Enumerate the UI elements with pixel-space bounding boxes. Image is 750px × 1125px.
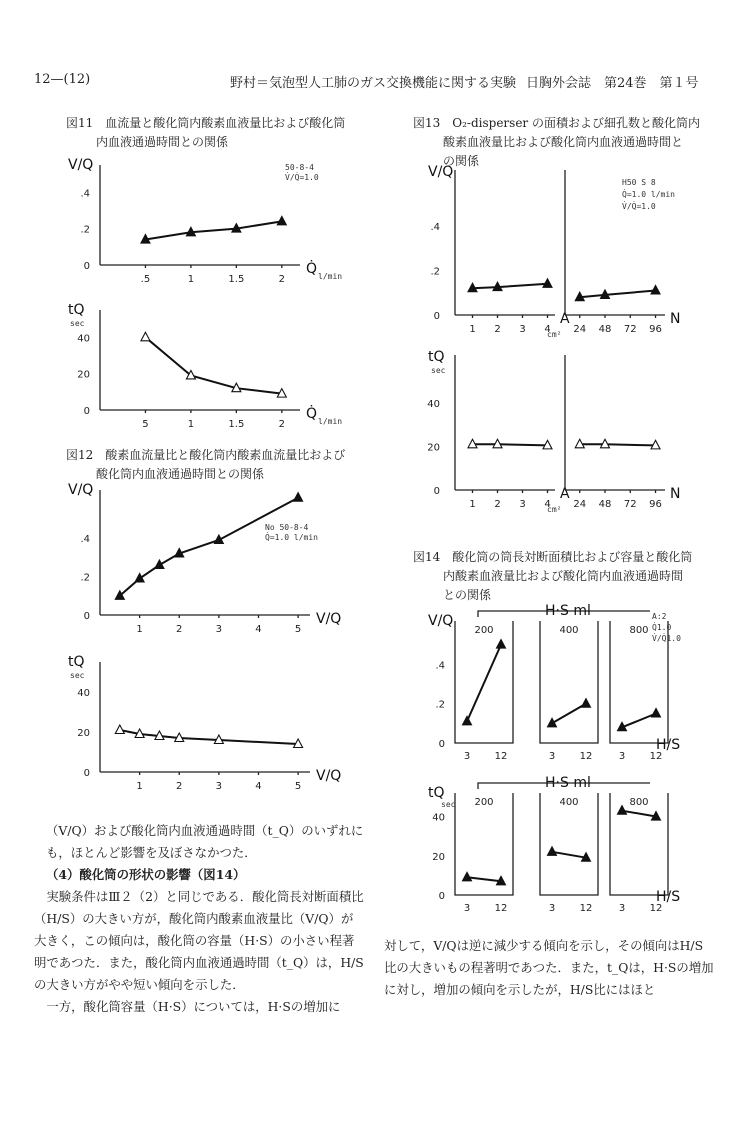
x-tick-label: 3 [548,751,556,762]
x-axis-label: H/S [656,737,681,753]
x-tick-label: 5 [142,419,149,430]
y-tick-label: .4 [430,221,440,233]
x-tick-label: 96 [649,499,662,510]
x-axis-label: H/S [656,889,681,905]
x-tick-label: 1 [187,274,195,285]
y-tick-label: 0 [83,406,90,417]
x-tick-label: 1 [187,419,195,430]
y-tick-label: .4 [80,534,90,546]
y-tick-label: 0 [433,311,440,322]
panel-label: 200 [474,797,494,808]
x-unit-label: cm² [547,330,562,339]
data-point [463,872,472,881]
y-tick-label: 20 [432,851,445,863]
data-point [115,725,124,734]
x-axis-label: Q̇ [306,406,318,422]
y-axis-label: V/Q [428,613,454,629]
panel-label: 200 [474,625,494,636]
x-tick-label: .5 [140,274,151,285]
x-tick-label: 2 [278,274,286,285]
series-line [552,852,586,858]
series-line [622,714,656,728]
x-tick-label: 3 [618,751,626,762]
chart-note: No 50-8-4 [265,523,309,532]
y-tick-label: 0 [83,261,90,272]
x-tick-label: 5 [294,781,302,792]
y-tick-label: .2 [435,699,445,711]
series-line [120,498,298,596]
series-line [580,444,656,445]
y-tick-label: 0 [433,486,440,497]
y-axis-label: V/Q [68,157,94,173]
series-line [473,284,548,288]
x-tick-label: 24 [573,324,587,335]
chart-note: 50-8-4 [285,163,314,172]
x-tick-label: 1.5 [228,419,245,430]
series-line [580,291,656,298]
panel-frame [540,793,598,895]
series-line [467,877,501,881]
paragraph: （V/Q）および酸化筒内血液通過時間（t_Q）のいずれにも，ほとんど影響を及ぼさなかつた． [46,823,364,860]
caption-line: の関係 [443,154,480,168]
x-axis-label: Q̇ [306,261,318,277]
x-tick-label: 12 [579,903,593,914]
data-point [463,716,472,725]
y-tick-label: 0 [438,891,445,902]
chart-note: A:2 [652,612,667,621]
data-point [141,332,150,341]
y-axis-label: tQ [428,349,445,365]
x-tick-label: 2 [494,324,501,335]
chart-note: V̇/Q̇1.0 [652,634,681,643]
x-tick-label: 3 [215,624,223,635]
data-point [618,806,627,815]
y-tick-label: 20 [77,369,90,381]
y-tick-label: 40 [432,812,445,824]
panel-frame [610,793,668,895]
caption-line: 図12 酸素血流量比と酸化筒内酸素血流量比および [66,448,346,462]
x-tick-label: 3 [519,324,526,335]
x-tick-label: 96 [649,324,662,335]
x-tick-label: 1 [469,499,476,510]
x-tick-label: 1 [136,624,143,635]
data-point [652,708,661,717]
caption-line: 図13 O₂-disperser の面積および細孔数と酸化筒内 [413,116,700,130]
group-label: H·S ml [545,775,591,791]
y-tick-label: .2 [80,572,90,584]
x-unit-label: l/min [318,417,343,426]
series-line [622,811,656,817]
paragraph: 一方，酸化筒容量（H·S）については，H·Sの増加に [46,999,341,1014]
series-line [473,444,548,445]
data-point [277,216,286,225]
chart-note: H50 S 8 [622,178,656,187]
chart-note: Q̇1.0 [652,623,672,632]
series-line [467,645,501,722]
y-tick-label: 40 [77,688,90,699]
x-tick-label: 3 [618,903,626,914]
y-unit-label: sec [441,800,456,809]
x-axis-label: N [670,486,681,502]
y-unit-label: sec [70,319,85,328]
paragraph: 実験条件はⅢ２（2）と同じである．酸化筒長対断面積比（H/S）の大きい方が，酸化筒内酸素血液量比（V/Q）が大きく，この傾向は，酸化筒の容量（H·S）の小さい程著明であつた．また，酸化筒内血液通過時間（t_Q）は，H/Sの大きい方がやや短い傾向を示した． [34,889,364,992]
x-unit-label: l/min [318,272,343,281]
x-tick-label: 12 [649,903,663,914]
x-tick-label: 12 [579,751,593,762]
series-line [146,221,282,239]
y-tick-label: 0 [83,611,90,622]
y-axis-label: tQ [428,785,445,801]
group-label: H·S ml [545,603,591,619]
y-axis-label: V/Q [68,482,94,498]
panel-label: 400 [559,625,579,636]
x-tick-label: 12 [494,751,508,762]
x-tick-label: 12 [494,903,508,914]
panel-label: 400 [559,797,579,808]
chart-note: V̇/Q̇=1.0 [622,202,656,211]
chart-note: Q̇=1.0 l/min [622,190,675,199]
series-line [146,337,282,393]
x-tick-label: 12 [649,751,663,762]
panel-label: 800 [629,625,649,636]
chart-note: V̇/Q̇=1.0 [285,173,319,182]
x-axis-label: V/Q [316,611,342,627]
x-tick-label: 2 [176,624,183,635]
data-point [294,493,303,502]
x-tick-label: 3 [463,903,471,914]
x-tick-label: 2 [176,781,183,792]
data-point [548,847,557,856]
y-tick-label: 0 [83,768,90,779]
data-point [135,573,144,582]
y-axis-label: tQ [68,302,85,318]
y-tick-label: 40 [77,333,90,345]
x-tick-label: 4 [544,499,551,510]
x-tick-label: 3 [519,499,526,510]
data-point [497,640,506,649]
caption-line: 図11 血流量と酸化筒内酸素血液量比および酸化筒 [66,116,346,130]
y-axis-label: V/Q [428,164,454,180]
data-point [651,285,660,294]
data-point [582,699,591,708]
caption-line: との関係 [443,588,492,602]
journal-name: 日胸外会誌 第24巻 第１号 [526,76,699,91]
x-tick-label: 3 [548,903,556,914]
y-tick-label: 0 [438,739,445,750]
series-line [120,730,298,744]
x-tick-label: 2 [494,499,501,510]
x-tick-label: 72 [623,499,637,510]
x-tick-label: 48 [598,499,612,510]
x-tick-label: 3 [463,751,471,762]
panel-label: 800 [629,797,649,808]
section-heading: （4）酸化筒の形状の影響（図14） [46,867,246,882]
running-title: 野村＝気泡型人工肺のガス交換機能に関する実験 [230,76,517,91]
x-axis-label: N [670,311,681,327]
y-tick-label: 20 [77,728,90,739]
y-unit-label: sec [70,671,85,680]
x-tick-label: 4 [544,324,551,335]
x-tick-label: 1 [469,324,476,335]
x-tick-label: 3 [215,781,223,792]
x-axis-label: A [560,486,570,502]
x-unit-label: cm² [547,505,562,514]
x-tick-label: 2 [278,419,286,430]
x-axis-label: A [560,311,570,327]
x-tick-label: 48 [598,324,612,335]
caption-line: 酸素血液量比および酸化筒内血液通過時間と [443,135,684,149]
y-tick-label: 20 [427,442,440,454]
y-tick-label: .2 [430,266,440,278]
y-tick-label: .4 [435,660,445,672]
caption-line: 酸化筒内血液通過時間との関係 [96,467,265,481]
page-number: 12—(12) [34,72,91,87]
x-axis-label: V/Q [316,768,342,784]
x-tick-label: 1 [136,781,143,792]
y-unit-label: sec [431,366,446,375]
y-tick-label: .2 [80,224,90,236]
caption-line: 図14 酸化筒の筒長対断面積比および容量と酸化筒 [413,550,693,564]
series-line [552,704,586,724]
x-tick-label: 72 [623,324,637,335]
x-tick-label: 4 [255,624,262,635]
x-tick-label: 24 [573,499,587,510]
caption-line: 内血液通過時間との関係 [96,135,229,149]
y-tick-label: .4 [80,188,90,200]
x-tick-label: 5 [294,624,302,635]
x-tick-label: 4 [255,781,262,792]
x-tick-label: 1.5 [228,274,245,285]
y-axis-label: tQ [68,654,85,670]
paragraph: 対して，V/Qは逆に減少する傾向を示し，その傾向はH/S比の大きいもの程著明であつた．また，t_Qは，H·Sの増加に対し，増加の傾向を示したが，H/S比にはほと [384,938,714,997]
chart-note: Q̇=1.0 l/min [265,533,318,542]
caption-line: 内酸素血液量比および酸化筒内血液通過時間 [443,569,684,583]
y-tick-label: 40 [427,398,440,410]
